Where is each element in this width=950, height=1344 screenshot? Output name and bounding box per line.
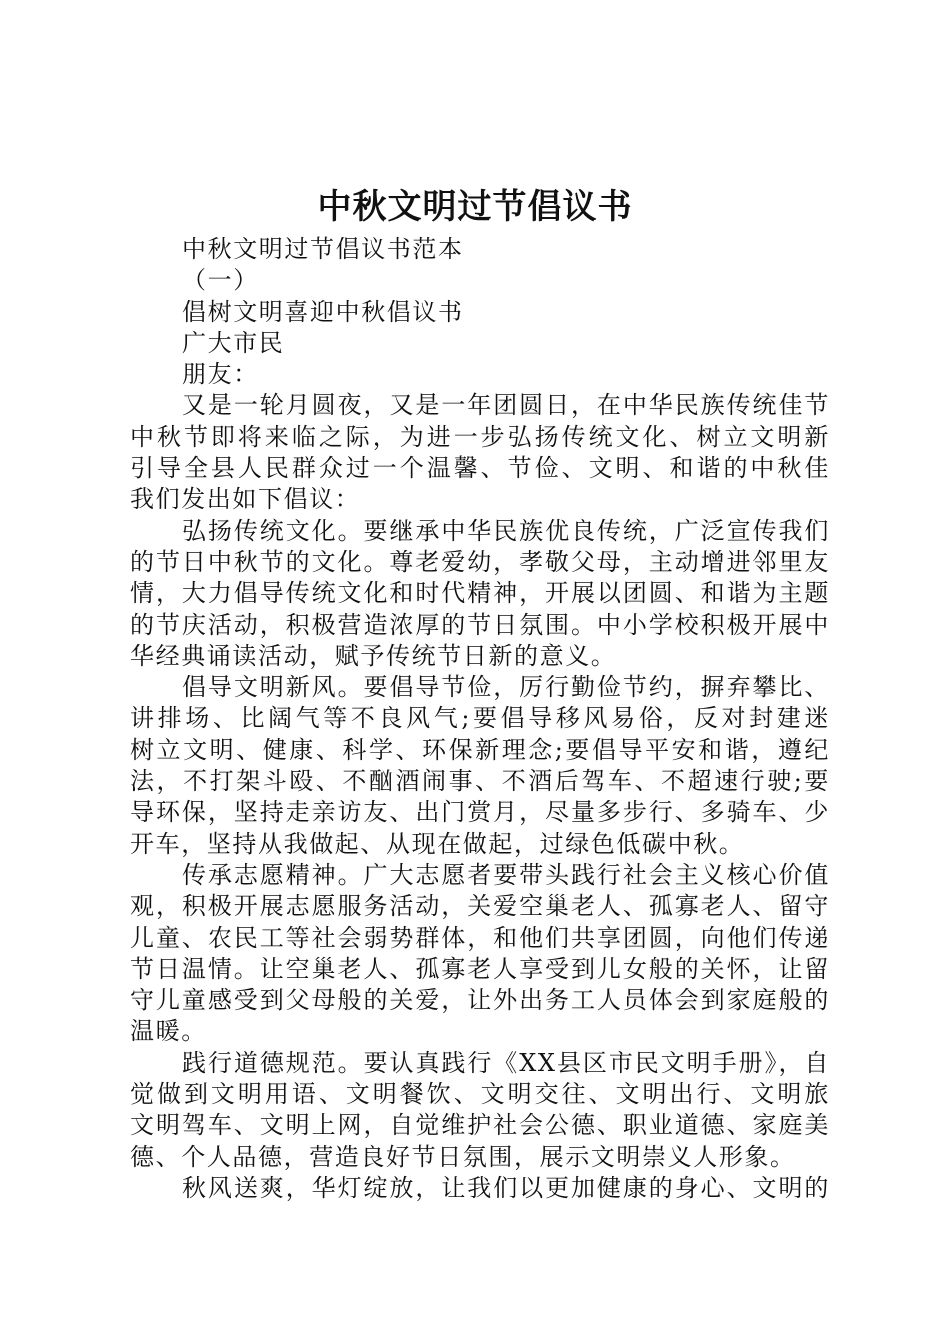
text-line: 守儿童感受到父母般的关爱，让外出务工人员体会到家庭般的 xyxy=(130,986,830,1015)
text-line: 树立文明、健康、科学、环保新理念;要倡导平安和谐，遵纪 xyxy=(130,735,830,764)
text-line: 节日温情。让空巢老人、孤寡老人享受到儿女般的关怀，让留 xyxy=(130,954,830,983)
text-line: 我们发出如下倡议： xyxy=(130,485,361,514)
text-line: 的节庆活动，积极营造浓厚的节日氛围。中小学校积极开展中 xyxy=(130,610,830,639)
text-line: 讲排场、比阔气等不良风气;要倡导移风易俗，反对封建迷 xyxy=(130,704,830,733)
text-line: 温暖。 xyxy=(130,1017,207,1046)
text-line: 广大市民 xyxy=(182,328,285,357)
text-line: 引导全县人民群众过一个温馨、节俭、文明、和谐的中秋佳 xyxy=(130,454,830,483)
text-line: 又是一轮月圆夜，又是一年团圆日，在中华民族传统佳节 xyxy=(182,391,830,420)
text-line: 秋风送爽，华灯绽放，让我们以更加健康的身心、文明的 xyxy=(182,1173,830,1202)
text-line: 中秋节即将来临之际，为进一步弘扬传统文化、树立文明新 xyxy=(130,422,830,451)
text-line: 儿童、农民工等社会弱势群体，和他们共享团圆，向他们传递 xyxy=(130,923,830,952)
text-line: 情，大力倡导传统文化和时代精神，开展以团圆、和谐为主题 xyxy=(130,579,830,608)
text-line: 觉做到文明用语、文明餐饮、文明交往、文明出行、文明旅 xyxy=(130,1080,830,1109)
text-line: 法，不打架斗殴、不酗酒闹事、不酒后驾车、不超速行驶;要 xyxy=(130,767,830,796)
document-body xyxy=(130,234,830,1204)
text-line: 华经典诵读活动，赋予传统节日新的意义。 xyxy=(130,641,617,670)
text-line: （一） xyxy=(182,266,259,295)
text-line: 中秋文明过节倡议书范本 xyxy=(182,235,464,263)
text-line: 传承志愿精神。广大志愿者要带头践行社会主义核心价值 xyxy=(182,860,830,889)
text-line: 倡导文明新风。要倡导节俭，厉行勤俭节约，摒弃攀比、 xyxy=(182,673,830,702)
text-line: 弘扬传统文化。要继承中华民族优良传统，广泛宣传我们 xyxy=(182,516,830,545)
text-line: 观，积极开展志愿服务活动，关爱空巢老人、孤寡老人、留守 xyxy=(130,892,830,921)
text-line: 的节日中秋节的文化。尊老爱幼，孝敬父母，主动增进邻里友 xyxy=(130,547,830,576)
text-line: 文明驾车、文明上网，自觉维护社会公德、职业道德、家庭美 xyxy=(130,1111,830,1140)
text-line: 倡树文明喜迎中秋倡议书 xyxy=(182,297,464,326)
text-line: 朋友： xyxy=(182,360,259,389)
text-line: 德、个人品德，营造良好节日氛围，展示文明崇义人形象。 xyxy=(130,1142,796,1171)
text-line: 开车，坚持从我做起、从现在做起，过绿色低碳中秋。 xyxy=(130,829,745,858)
document-title: 中秋文明过节倡议书 xyxy=(317,187,633,227)
text-line: 导环保，坚持走亲访友、出门赏月，尽量多步行、多骑车、少 xyxy=(130,798,830,827)
text-line: 践行道德规范。要认真践行《XX县区市民文明手册》，自 xyxy=(182,1048,830,1077)
